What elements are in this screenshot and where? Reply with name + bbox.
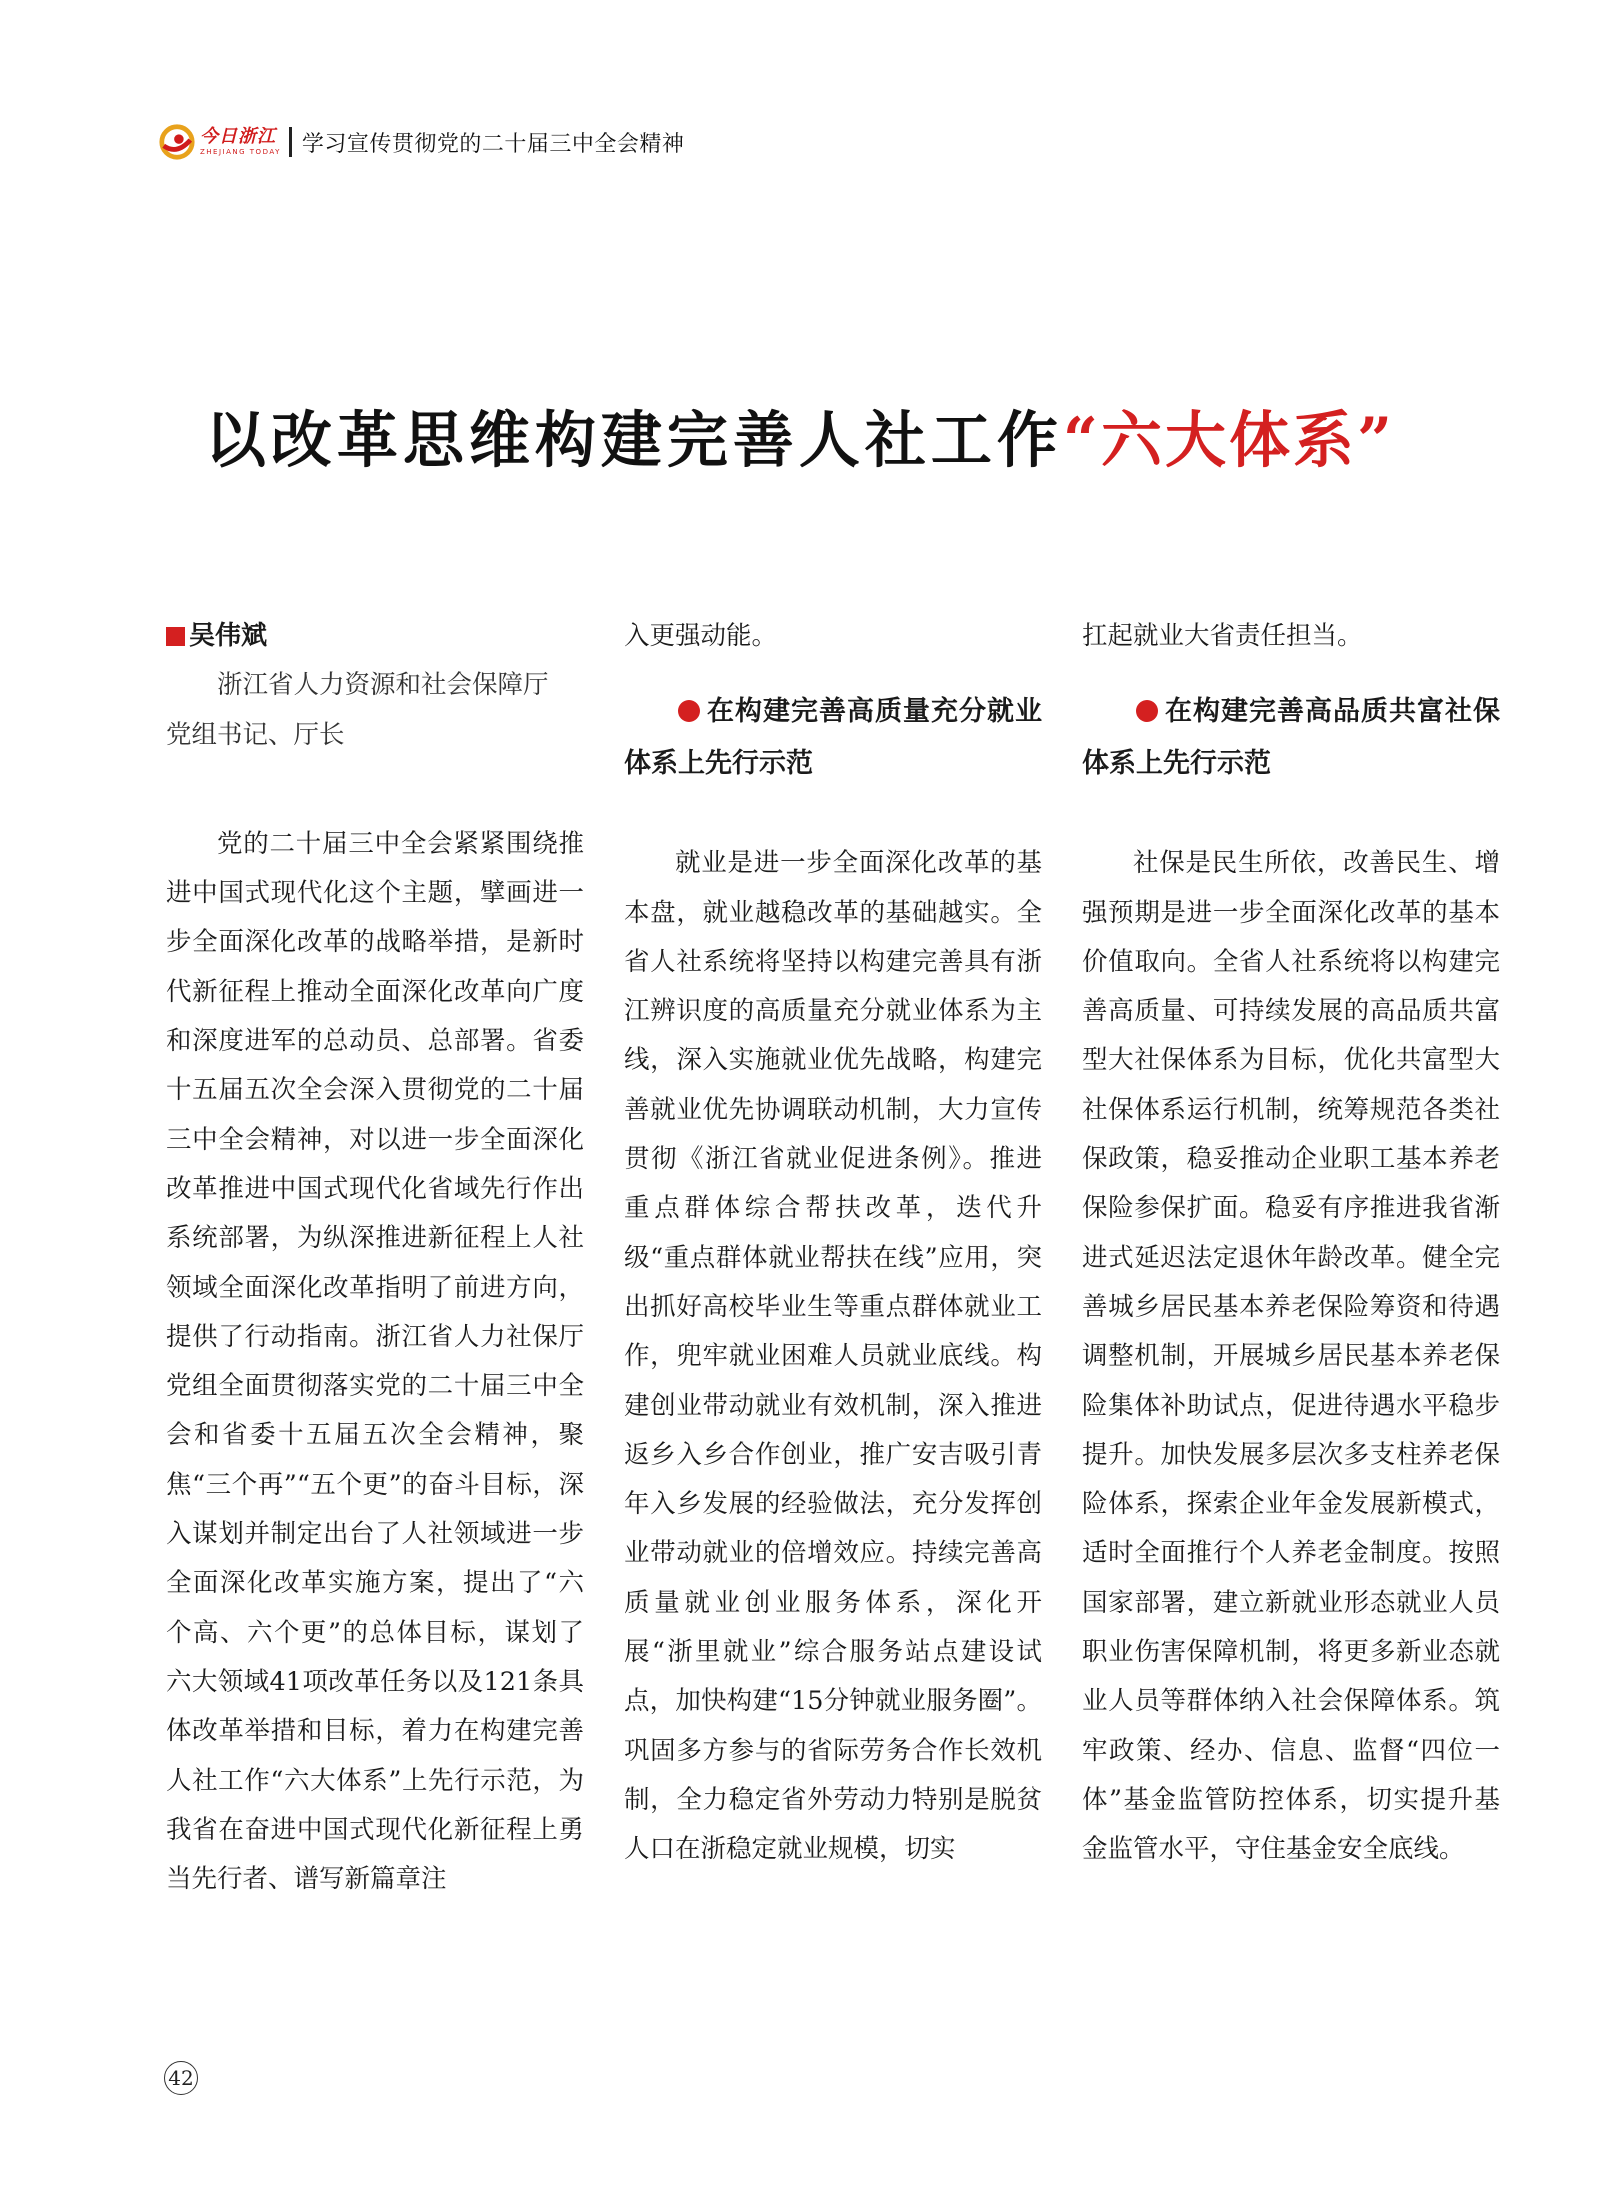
- section-heading-text: 在构建完善高品质共富社保体系上先行示范: [1082, 696, 1500, 780]
- article-title: [0, 392, 1600, 479]
- logo-swirl-icon: [158, 123, 196, 161]
- continued-text: 入更强动能。: [624, 621, 778, 651]
- section-heading: [624, 686, 1042, 790]
- author-marker-icon: [166, 627, 185, 646]
- author-affiliation-2: 党组书记、厅长: [166, 719, 345, 750]
- column-2: [624, 612, 1042, 1875]
- continued-text: 扛起就业大省责任担当。: [1082, 621, 1363, 651]
- page-header: [158, 120, 684, 164]
- body-paragraph: 就业是进一步全面深化改革的基本盘，就业越稳改革的基础越实。全省人社系统将坚持以构建完善具有浙江辨识度的高质量充分就业体系为主线，深入实施就业优先战略，构建完善就业优先协调联动机制，大力宣传贯彻《浙江省就业促进条例》。推进重点群体综合帮扶改革，迭代升级“重点群体就业帮扶在线”应用，突出抓好高校毕业生等重点群体就业工作，兜牢就业困难人员就业底线。构建创业带动就业有效机制，深入推进返乡入乡合作创业，推广安吉吸引青年入乡发展的经验做法，充分发挥创业带动就业的倍增效应。持续完善高质量就业创业服务体系，深化开展“浙里就业”综合服务站点建设试点，加快构建“15分钟就业服务圈”。巩固多方参与的省际劳务合作长效机制，全力稳定省外劳动力特别是脱贫人口在浙稳定就业规模，切实: [624, 848, 1042, 1865]
- author-affiliation-1: 浙江省人力资源和社会保障厅: [217, 670, 549, 701]
- section-title: 学习宣传贯彻党的二十届三中全会精神: [301, 131, 685, 157]
- section-heading-text: 在构建完善高质量充分就业体系上先行示范: [624, 696, 1042, 780]
- bullet-dot-icon: [678, 700, 700, 722]
- author-name: 吴伟斌: [189, 621, 268, 651]
- author-line: [166, 612, 584, 661]
- section-heading: [1082, 686, 1500, 790]
- title-highlight: “六大体系”: [1062, 405, 1396, 476]
- body-paragraph: 社保是民生所依，改善民生、增强预期是进一步全面深化改革的基本价值取向。全省人社系统将以构建完善高质量、可持续发展的高品质共富型大社保体系为目标，优化共富型大社保体系运行机制，统筹规范各类社保政策，稳妥推动企业职工基本养老保险参保扩面。稳妥有序推进我省渐进式延迟法定退休年龄改革。健全完善城乡居民基本养老保险筹资和待遇调整机制，开展城乡居民基本养老保险集体补助试点，促进待遇水平稳步提升。加快发展多层次多支柱养老保险体系，探索企业年金发展新模式，适时全面推行个人养老金制度。按照国家部署，建立新就业形态就业人员职业伤害保障机制，将更多新业态就业人员等群体纳入社会保障体系。筑牢政策、经办、信息、监督“四位一体”基金监管防控体系，切实提升基金监管水平，守住基金安全底线。: [1082, 848, 1500, 1865]
- column-3: [1082, 612, 1500, 1875]
- body-paragraph: 党的二十届三中全会紧紧围绕推进中国式现代化这个主题，擘画进一步全面深化改革的战略举措，是新时代新征程上推动全面深化改革向广度和深度进军的总动员、总部署。省委十五届五次全会深入贯彻党的二十届三中全会精神，对以进一步全面深化改革推进中国式现代化省域先行作出系统部署，为纵深推进新征程上人社领域全面深化改革指明了前进方向，提供了行动指南。浙江省人力社保厅党组全面贯彻落实党的二十届三中全会和省委十五届五次全会精神，聚焦“三个再”“五个更”的奋斗目标，深入谋划并制定出台了人社领域进一步全面深化改革实施方案，提出了“六个高、六个更”的总体目标，谋划了六大领域41项改革任务以及121条具体改革举措和目标，着力在构建完善人社工作“六大体系”上先行示范，为我省在奋进中国式现代化新征程上勇当先行者、谱写新篇章注: [166, 828, 584, 1895]
- logo-english: ZHEJIANG TODAY: [200, 148, 281, 156]
- title-main: 以改革思维构建完善人社工作: [204, 405, 1063, 476]
- column-1: [166, 612, 584, 1904]
- logo-chinese: 今日浙江: [200, 126, 276, 147]
- bullet-dot-icon: [1136, 700, 1158, 722]
- header-divider: [289, 127, 292, 157]
- page-number: 42: [164, 2061, 198, 2095]
- magazine-logo: [158, 120, 281, 164]
